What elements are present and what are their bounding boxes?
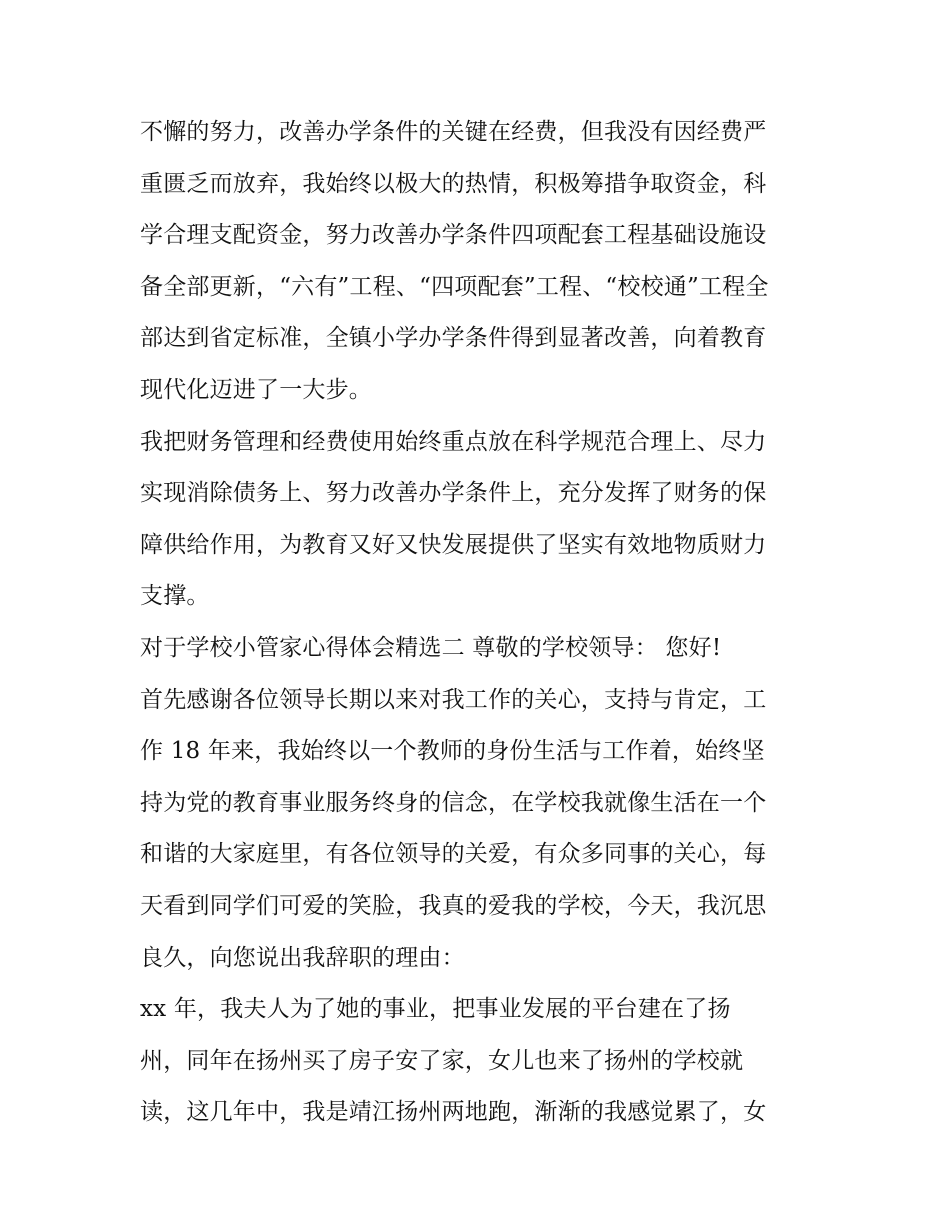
text-line: 备全部更新，“六有”工程、“四项配套”工程、“校校通”工程全 [140, 273, 769, 300]
text-line: 州，同年在扬州买了房子安了家，女儿也来了扬州的学校就 [140, 1047, 744, 1074]
text-line: 我把财务管理和经费使用始终重点放在科学规范合理上、尽力 [140, 428, 767, 455]
text-line: 重匮乏而放弃，我始终以极大的热情，积极筹措争取资金，科 [140, 170, 767, 197]
text-line: 良久，向您说出我辞职的理由： [140, 944, 465, 971]
text-line: 天看到同学们可爱的笑脸，我真的爱我的学校，今天，我沉思 [140, 892, 767, 919]
text-line: 和谐的大家庭里，有各位领导的关爱，有众多同事的关心，每 [140, 841, 767, 868]
text-line: 学合理支配资金，努力改善办学条件四项配套工程基础设施设 [140, 222, 767, 249]
section-heading-line: 对于学校小管家心得体会精选二 尊敬的学校领导： 您好! [140, 634, 722, 661]
text-line: 支撑。 [140, 583, 210, 610]
text-line: 首先感谢各位领导长期以来对我工作的关心，支持与肯定，工 [140, 686, 767, 713]
text-line: 现代化迈进了一大步。 [140, 376, 372, 403]
text-line: 部达到省定标准，全镇小学办学条件得到显著改善，向着教育 [140, 325, 767, 352]
text-line: xx 年，我夫人为了她的事业，把事业发展的平台建在了扬 [140, 996, 731, 1023]
text-line: 障供给作用，为教育又好又快发展提供了坚实有效地物质财力 [140, 531, 767, 558]
text-line: 不懈的努力，改善办学条件的关键在经费，但我没有因经费严 [140, 119, 767, 145]
text-line: 持为党的教育事业服务终身的信念，在学校我就像生活在一个 [140, 789, 767, 816]
text-line: 实现消除债务上、努力改善办学条件上，充分发挥了财务的保 [140, 480, 767, 507]
text-line: 读，这几年中，我是靖江扬州两地跑，渐渐的我感觉累了，女 [140, 1099, 767, 1126]
body-text [140, 107, 820, 1139]
text-line: 作 18 年来，我始终以一个教师的身份生活与工作着，始终坚 [140, 738, 765, 765]
